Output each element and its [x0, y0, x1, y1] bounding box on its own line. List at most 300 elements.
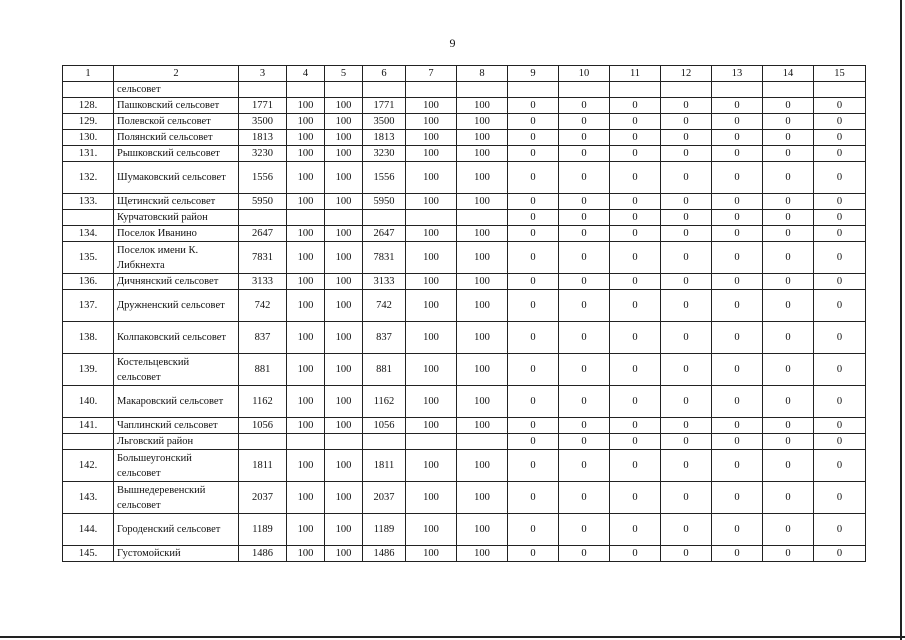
value-cell: 0 [661, 98, 712, 114]
value-cell: 0 [610, 194, 661, 210]
value-cell: 100 [287, 130, 325, 146]
value-cell: 0 [661, 354, 712, 386]
value-cell: 0 [712, 98, 763, 114]
value-cell: 100 [287, 290, 325, 322]
table-row [63, 434, 866, 450]
column-number-cell: 6 [363, 66, 406, 82]
value-cell: 100 [325, 114, 363, 130]
value-cell: 100 [325, 386, 363, 418]
value-cell: 0 [508, 114, 559, 130]
value-cell: 100 [457, 130, 508, 146]
column-number-cell: 2 [114, 66, 239, 82]
value-cell [457, 210, 508, 226]
value-cell: 0 [559, 418, 610, 434]
value-cell: 0 [508, 274, 559, 290]
value-cell: 100 [287, 98, 325, 114]
value-cell: 3133 [363, 274, 406, 290]
value-cell: 0 [559, 114, 610, 130]
page-edge-right [900, 0, 902, 640]
value-cell: 100 [287, 418, 325, 434]
settlement-name-cell: Курчатовский район [114, 210, 239, 226]
value-cell: 100 [325, 418, 363, 434]
value-cell: 0 [661, 146, 712, 162]
row-number-cell: 140. [63, 386, 114, 418]
value-cell: 1056 [239, 418, 287, 434]
value-cell: 100 [457, 226, 508, 242]
value-cell: 100 [457, 146, 508, 162]
column-number-cell: 9 [508, 66, 559, 82]
value-cell: 0 [712, 242, 763, 274]
table-row [63, 482, 866, 514]
value-cell: 0 [712, 274, 763, 290]
value-cell: 0 [763, 546, 814, 562]
value-cell: 0 [712, 322, 763, 354]
table-row [63, 546, 866, 562]
value-cell: 1556 [239, 162, 287, 194]
value-cell: 0 [763, 146, 814, 162]
value-cell: 0 [763, 242, 814, 274]
table-row [63, 386, 866, 418]
value-cell: 100 [325, 226, 363, 242]
value-cell: 100 [406, 274, 457, 290]
value-cell: 100 [406, 194, 457, 210]
value-cell: 100 [406, 290, 457, 322]
value-cell: 2647 [239, 226, 287, 242]
value-cell: 0 [508, 434, 559, 450]
value-cell: 0 [661, 482, 712, 514]
settlement-name-cell: Чаплинский сельсовет [114, 418, 239, 434]
value-cell: 0 [508, 130, 559, 146]
value-cell: 0 [814, 386, 866, 418]
value-cell: 2037 [239, 482, 287, 514]
value-cell: 100 [325, 146, 363, 162]
column-number-cell: 7 [406, 66, 457, 82]
column-number-cell: 1 [63, 66, 114, 82]
value-cell: 0 [559, 434, 610, 450]
value-cell: 0 [712, 354, 763, 386]
value-cell: 100 [406, 130, 457, 146]
value-cell: 0 [610, 450, 661, 482]
value-cell [287, 434, 325, 450]
value-cell: 100 [457, 242, 508, 274]
value-cell [559, 82, 610, 98]
value-cell: 0 [610, 226, 661, 242]
value-cell: 0 [559, 386, 610, 418]
value-cell: 100 [406, 482, 457, 514]
value-cell: 0 [508, 194, 559, 210]
value-cell: 0 [661, 210, 712, 226]
value-cell [325, 434, 363, 450]
value-cell: 100 [457, 514, 508, 546]
value-cell: 100 [325, 274, 363, 290]
value-cell: 0 [610, 418, 661, 434]
value-cell: 0 [712, 290, 763, 322]
value-cell: 0 [508, 322, 559, 354]
value-cell [325, 210, 363, 226]
value-cell: 0 [814, 482, 866, 514]
value-cell [325, 82, 363, 98]
value-cell: 0 [610, 322, 661, 354]
column-number-cell: 4 [287, 66, 325, 82]
value-cell: 0 [763, 162, 814, 194]
value-cell: 0 [814, 418, 866, 434]
value-cell: 3500 [239, 114, 287, 130]
value-cell: 0 [814, 114, 866, 130]
row-number-cell: 136. [63, 274, 114, 290]
value-cell [363, 210, 406, 226]
settlement-name-cell: Вышнедеревенский сельсовет [114, 482, 239, 514]
settlement-name-cell: Городенский сельсовет [114, 514, 239, 546]
value-cell: 1811 [239, 450, 287, 482]
value-cell: 0 [610, 114, 661, 130]
value-cell: 1771 [239, 98, 287, 114]
value-cell: 0 [661, 242, 712, 274]
value-cell: 100 [406, 386, 457, 418]
table-row [63, 82, 866, 98]
value-cell: 0 [559, 242, 610, 274]
value-cell: 100 [287, 162, 325, 194]
value-cell: 100 [406, 450, 457, 482]
value-cell: 1056 [363, 418, 406, 434]
value-cell: 0 [508, 450, 559, 482]
value-cell: 0 [559, 130, 610, 146]
value-cell: 3133 [239, 274, 287, 290]
value-cell: 0 [559, 322, 610, 354]
value-cell: 100 [457, 450, 508, 482]
value-cell [814, 82, 866, 98]
row-number-cell: 137. [63, 290, 114, 322]
value-cell [406, 434, 457, 450]
value-cell: 0 [814, 546, 866, 562]
settlement-name-cell: Дружненский сельсовет [114, 290, 239, 322]
value-cell: 0 [763, 450, 814, 482]
value-cell: 100 [325, 514, 363, 546]
value-cell: 0 [763, 482, 814, 514]
value-cell: 0 [610, 482, 661, 514]
value-cell: 100 [457, 418, 508, 434]
value-cell: 100 [325, 354, 363, 386]
value-cell: 100 [457, 290, 508, 322]
value-cell: 0 [712, 210, 763, 226]
value-cell: 100 [457, 114, 508, 130]
value-cell: 100 [325, 322, 363, 354]
value-cell: 0 [661, 322, 712, 354]
value-cell: 100 [287, 242, 325, 274]
row-number-cell: 139. [63, 354, 114, 386]
value-cell: 3500 [363, 114, 406, 130]
value-cell: 100 [287, 226, 325, 242]
settlement-name-cell: Пашковский сельсовет [114, 98, 239, 114]
value-cell: 0 [610, 434, 661, 450]
value-cell: 0 [661, 290, 712, 322]
value-cell: 0 [814, 290, 866, 322]
value-cell: 0 [763, 114, 814, 130]
table-row [63, 354, 866, 386]
value-cell: 0 [712, 162, 763, 194]
value-cell: 0 [508, 546, 559, 562]
value-cell: 1813 [239, 130, 287, 146]
value-cell: 0 [814, 450, 866, 482]
row-number-cell: 142. [63, 450, 114, 482]
value-cell: 100 [287, 322, 325, 354]
value-cell: 100 [325, 194, 363, 210]
value-cell: 1189 [363, 514, 406, 546]
value-cell: 0 [712, 482, 763, 514]
value-cell: 0 [559, 290, 610, 322]
value-cell: 100 [406, 354, 457, 386]
value-cell: 0 [814, 242, 866, 274]
value-cell: 0 [712, 450, 763, 482]
value-cell: 100 [457, 274, 508, 290]
value-cell: 0 [508, 226, 559, 242]
value-cell [406, 82, 457, 98]
value-cell [508, 82, 559, 98]
value-cell: 881 [239, 354, 287, 386]
value-cell: 100 [457, 482, 508, 514]
value-cell: 7831 [239, 242, 287, 274]
row-number-cell [63, 210, 114, 226]
value-cell: 0 [610, 274, 661, 290]
value-cell: 837 [363, 322, 406, 354]
settlement-name-cell: сельсовет [114, 82, 239, 98]
value-cell: 0 [763, 210, 814, 226]
value-cell: 100 [287, 482, 325, 514]
value-cell: 100 [406, 226, 457, 242]
value-cell: 0 [763, 514, 814, 546]
value-cell: 100 [406, 418, 457, 434]
value-cell: 100 [406, 162, 457, 194]
page-edge-bottom [0, 636, 905, 638]
value-cell: 0 [559, 226, 610, 242]
value-cell [239, 434, 287, 450]
column-number-cell: 15 [814, 66, 866, 82]
column-number-cell: 3 [239, 66, 287, 82]
settlement-name-cell: Полянский сельсовет [114, 130, 239, 146]
value-cell: 0 [763, 386, 814, 418]
value-cell: 0 [559, 146, 610, 162]
row-number-cell: 131. [63, 146, 114, 162]
value-cell: 0 [661, 226, 712, 242]
value-cell: 0 [712, 194, 763, 210]
value-cell: 837 [239, 322, 287, 354]
row-number-cell: 141. [63, 418, 114, 434]
value-cell: 1486 [363, 546, 406, 562]
value-cell: 100 [457, 354, 508, 386]
row-number-cell: 143. [63, 482, 114, 514]
settlement-name-cell: Костельцевский сельсовет [114, 354, 239, 386]
value-cell: 0 [610, 210, 661, 226]
value-cell: 0 [508, 514, 559, 546]
settlement-name-cell: Макаровский сельсовет [114, 386, 239, 418]
value-cell: 1486 [239, 546, 287, 562]
value-cell: 0 [763, 322, 814, 354]
value-cell: 0 [559, 210, 610, 226]
table-row [63, 226, 866, 242]
value-cell [287, 82, 325, 98]
value-cell: 0 [559, 450, 610, 482]
value-cell: 742 [363, 290, 406, 322]
value-cell [712, 82, 763, 98]
value-cell: 100 [287, 194, 325, 210]
value-cell: 100 [325, 130, 363, 146]
settlement-name-cell: Рышковский сельсовет [114, 146, 239, 162]
table-row [63, 146, 866, 162]
value-cell: 100 [457, 194, 508, 210]
value-cell: 881 [363, 354, 406, 386]
row-number-cell [63, 82, 114, 98]
value-cell: 0 [763, 194, 814, 210]
value-cell: 0 [712, 386, 763, 418]
value-cell: 1771 [363, 98, 406, 114]
column-number-cell: 11 [610, 66, 661, 82]
value-cell: 0 [559, 194, 610, 210]
value-cell: 0 [712, 130, 763, 146]
settlement-name-cell: Полевской сельсовет [114, 114, 239, 130]
value-cell: 100 [287, 274, 325, 290]
table-row [63, 114, 866, 130]
column-number-row [63, 66, 866, 82]
value-cell: 0 [661, 514, 712, 546]
table-row [63, 418, 866, 434]
settlement-name-cell: Поселок имени К. Либкнехта [114, 242, 239, 274]
value-cell: 0 [508, 98, 559, 114]
value-cell: 100 [287, 450, 325, 482]
row-number-cell: 145. [63, 546, 114, 562]
column-number-cell: 13 [712, 66, 763, 82]
settlement-name-cell: Льговский район [114, 434, 239, 450]
settlement-name-cell: Дичнянский сельсовет [114, 274, 239, 290]
value-cell: 1189 [239, 514, 287, 546]
value-cell: 0 [559, 514, 610, 546]
value-cell: 0 [814, 274, 866, 290]
value-cell: 0 [814, 354, 866, 386]
value-cell: 0 [610, 386, 661, 418]
value-cell: 1813 [363, 130, 406, 146]
value-cell: 0 [814, 434, 866, 450]
page-number: 9 [449, 36, 456, 50]
value-cell: 0 [508, 418, 559, 434]
value-cell: 0 [559, 98, 610, 114]
value-cell [406, 210, 457, 226]
column-number-cell: 12 [661, 66, 712, 82]
value-cell: 0 [610, 514, 661, 546]
value-cell: 0 [610, 242, 661, 274]
value-cell: 100 [457, 386, 508, 418]
settlement-name-cell: Поселок Иванино [114, 226, 239, 242]
value-cell: 0 [661, 546, 712, 562]
value-cell: 1811 [363, 450, 406, 482]
value-cell: 0 [712, 114, 763, 130]
value-cell: 3230 [363, 146, 406, 162]
value-cell: 0 [661, 386, 712, 418]
value-cell: 100 [325, 162, 363, 194]
value-cell: 0 [661, 162, 712, 194]
value-cell: 1162 [363, 386, 406, 418]
value-cell: 0 [763, 354, 814, 386]
value-cell: 0 [763, 418, 814, 434]
value-cell: 0 [763, 98, 814, 114]
row-number-cell [63, 434, 114, 450]
value-cell: 0 [712, 546, 763, 562]
value-cell: 0 [508, 162, 559, 194]
value-cell [363, 82, 406, 98]
value-cell: 0 [661, 114, 712, 130]
value-cell: 0 [508, 242, 559, 274]
value-cell: 0 [712, 146, 763, 162]
value-cell: 100 [287, 146, 325, 162]
settlement-name-cell: Щетинский сельсовет [114, 194, 239, 210]
settlement-name-cell: Густомойский [114, 546, 239, 562]
value-cell: 0 [712, 514, 763, 546]
settlement-name-cell: Большеугонский сельсовет [114, 450, 239, 482]
value-cell: 7831 [363, 242, 406, 274]
value-cell: 100 [457, 162, 508, 194]
value-cell: 100 [325, 98, 363, 114]
value-cell: 0 [712, 434, 763, 450]
value-cell: 0 [508, 210, 559, 226]
row-number-cell: 134. [63, 226, 114, 242]
row-number-cell: 129. [63, 114, 114, 130]
value-cell: 2647 [363, 226, 406, 242]
value-cell: 0 [559, 162, 610, 194]
column-number-cell: 14 [763, 66, 814, 82]
value-cell: 0 [559, 354, 610, 386]
value-cell: 0 [610, 130, 661, 146]
value-cell [239, 82, 287, 98]
value-cell [363, 434, 406, 450]
value-cell: 0 [763, 434, 814, 450]
value-cell: 100 [406, 114, 457, 130]
value-cell: 100 [325, 242, 363, 274]
value-cell: 0 [559, 482, 610, 514]
row-number-cell: 144. [63, 514, 114, 546]
column-number-cell: 8 [457, 66, 508, 82]
settlement-name-cell: Колпаковский сельсовет [114, 322, 239, 354]
value-cell [239, 210, 287, 226]
row-number-cell: 138. [63, 322, 114, 354]
value-cell: 0 [814, 322, 866, 354]
value-cell: 0 [508, 482, 559, 514]
settlements-table [62, 65, 866, 562]
column-number-cell: 5 [325, 66, 363, 82]
value-cell [457, 434, 508, 450]
table-row [63, 162, 866, 194]
value-cell: 0 [508, 290, 559, 322]
value-cell: 1162 [239, 386, 287, 418]
value-cell: 1556 [363, 162, 406, 194]
value-cell: 5950 [363, 194, 406, 210]
value-cell: 742 [239, 290, 287, 322]
value-cell: 0 [559, 546, 610, 562]
value-cell: 3230 [239, 146, 287, 162]
value-cell: 0 [814, 194, 866, 210]
table-row [63, 322, 866, 354]
value-cell: 100 [406, 98, 457, 114]
value-cell: 0 [661, 194, 712, 210]
table-body [63, 66, 866, 562]
value-cell: 100 [457, 322, 508, 354]
value-cell: 0 [610, 546, 661, 562]
value-cell [661, 82, 712, 98]
value-cell: 100 [457, 98, 508, 114]
table-row [63, 242, 866, 274]
value-cell: 0 [814, 210, 866, 226]
value-cell: 0 [814, 130, 866, 146]
value-cell: 0 [814, 226, 866, 242]
value-cell: 0 [661, 450, 712, 482]
value-cell: 100 [325, 546, 363, 562]
value-cell: 0 [763, 226, 814, 242]
